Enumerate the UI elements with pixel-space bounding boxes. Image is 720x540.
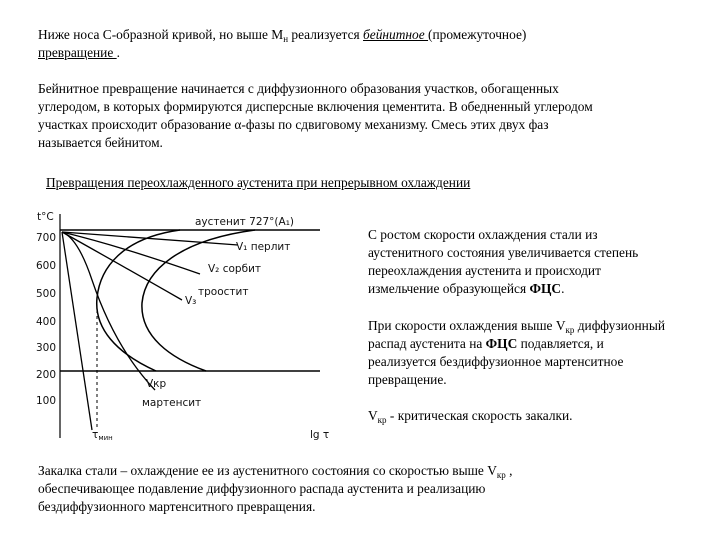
y-tick: 400 [36,316,57,328]
bottom-line-3: бездиффузионного мартенситного превращения. [38,499,316,514]
austenite-a1-label: аустенит 727°(A₁) [195,216,295,228]
y-tick: 100 [36,395,57,407]
x-axis-label: lg τ [310,429,330,441]
side2-line-3: реализуется бездиффузионное мартенситное [368,354,624,369]
v3-label: V₃ [185,295,197,307]
vkr-definition: $V_{кр}$ - критическая скорость закалки. [368,408,573,425]
bainite-intro-line-2: превращение . [38,45,121,60]
section-heading: Превращения переохлажденного аустенита при непрерывном охлаждении [46,175,471,190]
bottom-line-1: Закалка стали – охлаждение ее из аустенитного состояния со скоростью выше $V_{кр}$ , [38,463,513,480]
bainite-description-paragraph [38,80,718,152]
y-axis-label: t°C [37,211,54,223]
vkr-label: Vкр [146,378,167,390]
cooling-rate-paragraph [368,226,720,298]
tau-min-label: τмин [92,429,113,442]
cooling-curve-v3 [62,232,182,300]
v1-pearlite-label: V₁ перлит [236,241,291,253]
v2-sorbite-label: V₂ сорбит [208,263,262,275]
side1-line-1: С ростом скорости охлаждения стали из [368,227,598,242]
side2-line-1: При скорости охлаждения выше $V_{кр}$ диффузионный [368,318,665,335]
bainite-intro-paragraph [38,26,698,62]
bainitic-term: бейнитное [363,27,429,42]
y-tick: 500 [36,288,57,300]
critical-rate-paragraph [368,317,720,389]
bainite-intro-line-1: Ниже носа С-образной кривой, но выше $М_н$ реализуется бейнитное (промежуточное) [38,27,527,44]
bainite-desc-line-1: Бейнитное превращение начинается с диффузионного образования участков, обогащенных [38,81,559,96]
quenching-definition-paragraph [38,462,708,516]
y-tick: 600 [36,260,57,272]
side1-line-4: измельчение образующейся ФЦС. [368,281,565,296]
bottom-line-2: обеспечивающее подавление диффузионного распада аустенита и реализацию [38,481,486,496]
cct-diagram [30,208,350,448]
side2-line-2: распад аустенита на ФЦС подавляется, и [368,336,604,351]
bainite-desc-line-3: участках происходит образование α-фазы по сдвиговому механизму. Смесь этих двух фаз [38,117,549,132]
bainite-desc-line-2: углеродом, в которых формируются дисперсные включения цементита. В обедненный углеродом [38,99,593,114]
cooling-curve-vkr [62,232,155,390]
y-tick: 700 [36,232,57,244]
troostite-label: троостит [198,286,249,298]
c-curve-start [97,230,180,371]
y-tick: 300 [36,342,57,354]
side2-line-4: превращение. [368,372,447,387]
martensite-label: мартенсит [142,397,202,409]
transformation-term: превращение [38,45,117,60]
y-tick: 200 [36,369,57,381]
side1-line-3: переохлаждения аустенита и происходит [368,263,601,278]
bainite-desc-line-4: называется бейнитом. [38,135,163,150]
side1-line-2: аустенитного состояния увеличивается степень [368,245,639,260]
cooling-curve-fast [62,232,92,430]
